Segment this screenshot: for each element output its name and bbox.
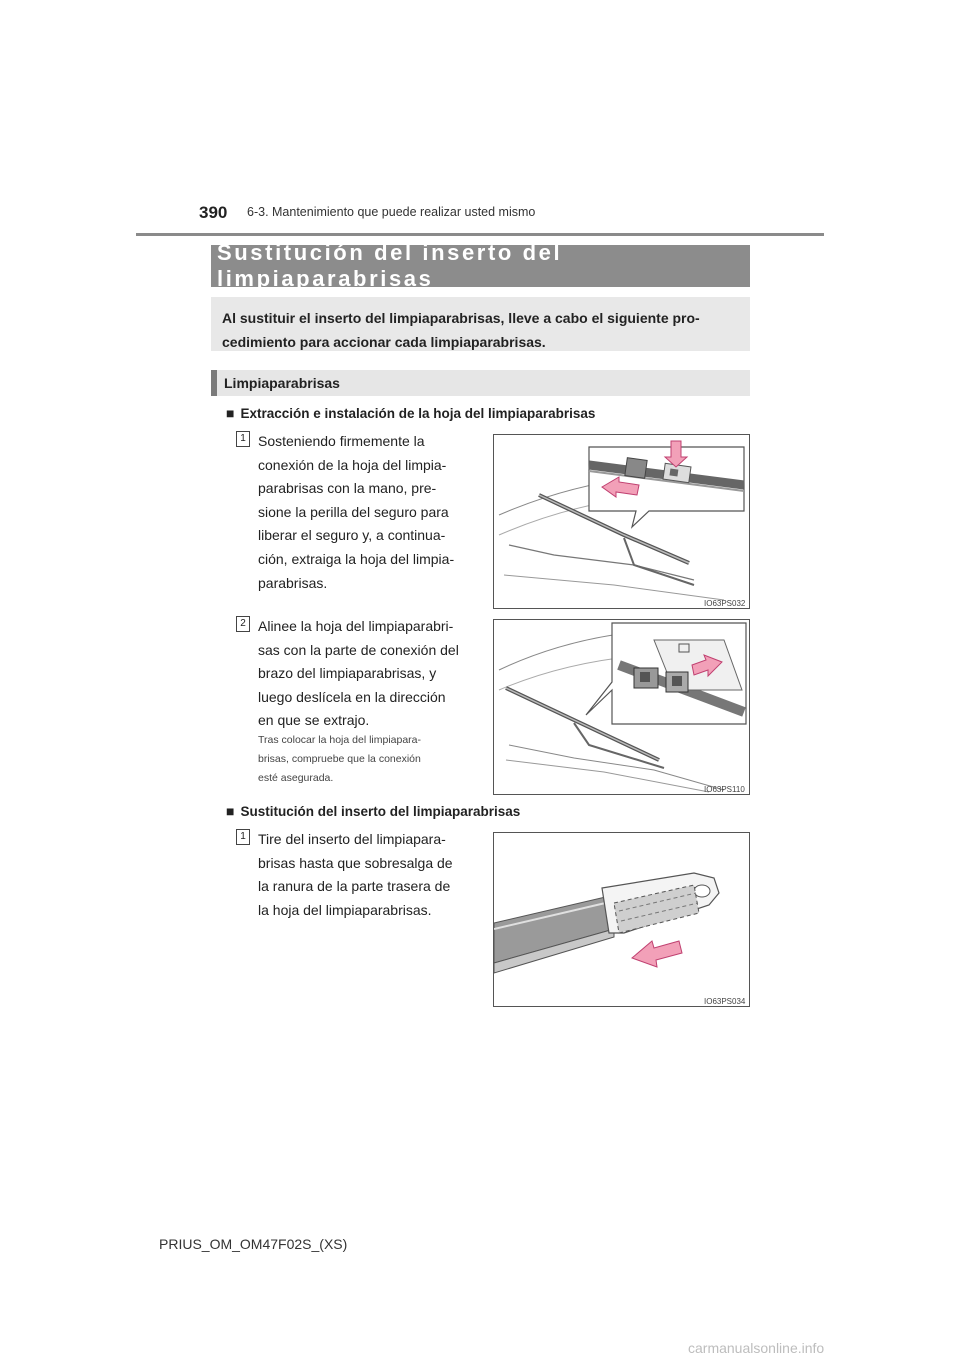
step-instructions	[258, 615, 479, 733]
text-line: brazo del limpiaparabrisas, y	[258, 665, 437, 682]
step-number-badge: 2	[236, 616, 250, 632]
figure-blade-installation	[493, 619, 750, 795]
square-bullet-icon: ■	[226, 405, 235, 421]
note-line: Tras colocar la hoja del limpiapara-	[258, 734, 422, 746]
page-title-bar	[211, 240, 750, 291]
figure-blade-removal	[493, 434, 750, 609]
header-divider	[136, 233, 824, 236]
intro-line: cedimiento para accionar cada limpiaparabrisas.	[222, 334, 546, 350]
subsection-title: Sustitución del inserto del limpiaparabrisas	[240, 804, 521, 819]
wiper-insert-illustration	[494, 833, 749, 1006]
text-line: parabrisas con la mano, pre-	[258, 480, 437, 497]
subsection-heading	[226, 803, 520, 819]
step-instructions	[258, 430, 479, 595]
square-bullet-icon: ■	[226, 803, 235, 819]
document-footer-code: PRIUS_OM_OM47F02S_(XS)	[159, 1236, 348, 1252]
step-instructions	[258, 828, 479, 922]
text-line: conexión de la hoja del limpia-	[258, 456, 447, 473]
text-line: en que se extrajo.	[258, 712, 370, 729]
text-line: parabrisas.	[258, 574, 328, 591]
figure-code: IO63PS110	[704, 785, 745, 794]
watermark: carmanualsonline.info	[688, 1340, 825, 1356]
step-note	[258, 731, 479, 788]
text-line: Tire del inserto del limpiapara-	[258, 831, 446, 847]
text-line: luego deslícela en la dirección	[258, 688, 446, 705]
step-number-badge: 1	[236, 431, 250, 447]
text-line: Alinee la hoja del limpiaparabri-	[258, 618, 454, 634]
text-line: Sosteniendo firmemente la	[258, 433, 425, 449]
note-line: brisas, compruebe que la conexión	[258, 753, 421, 765]
intro-box	[211, 297, 750, 351]
chapter-heading: 6-3. Mantenimiento que puede realizar usted mismo	[247, 205, 536, 219]
text-line: la ranura de la parte trasera de	[258, 878, 451, 895]
text-line: ción, extraiga la hoja del limpia-	[258, 550, 455, 567]
text-line: la hoja del limpiaparabrisas.	[258, 901, 432, 918]
wiper-blade-install-illustration	[494, 620, 749, 794]
text-line: brisas hasta que sobresalga de	[258, 854, 453, 871]
text-line: sione la perilla del seguro para	[258, 503, 449, 520]
note-line: esté asegurada.	[258, 772, 334, 784]
wiper-blade-removal-illustration	[494, 435, 749, 608]
step-number-badge: 1	[236, 829, 250, 845]
text-line: sas con la parte de conexión del	[258, 641, 459, 658]
subsection-heading	[226, 405, 595, 421]
text-line: liberar el seguro y, a continua-	[258, 527, 446, 544]
figure-code: IO63PS032	[704, 599, 746, 608]
section-heading: Limpiaparabrisas	[211, 370, 750, 396]
subsection-title: Extracción e instalación de la hoja del limpiaparabrisas	[240, 406, 596, 421]
figure-insert-removal	[493, 832, 750, 1007]
figure-code: IO63PS034	[704, 997, 746, 1006]
page-number: 390	[199, 203, 228, 222]
intro-line: Al sustituir el inserto del limpiaparabrisas, lleve a cabo el siguiente pro-	[222, 310, 700, 326]
page-title: Sustitución del inserto del limpiaparabrisas	[217, 240, 563, 291]
